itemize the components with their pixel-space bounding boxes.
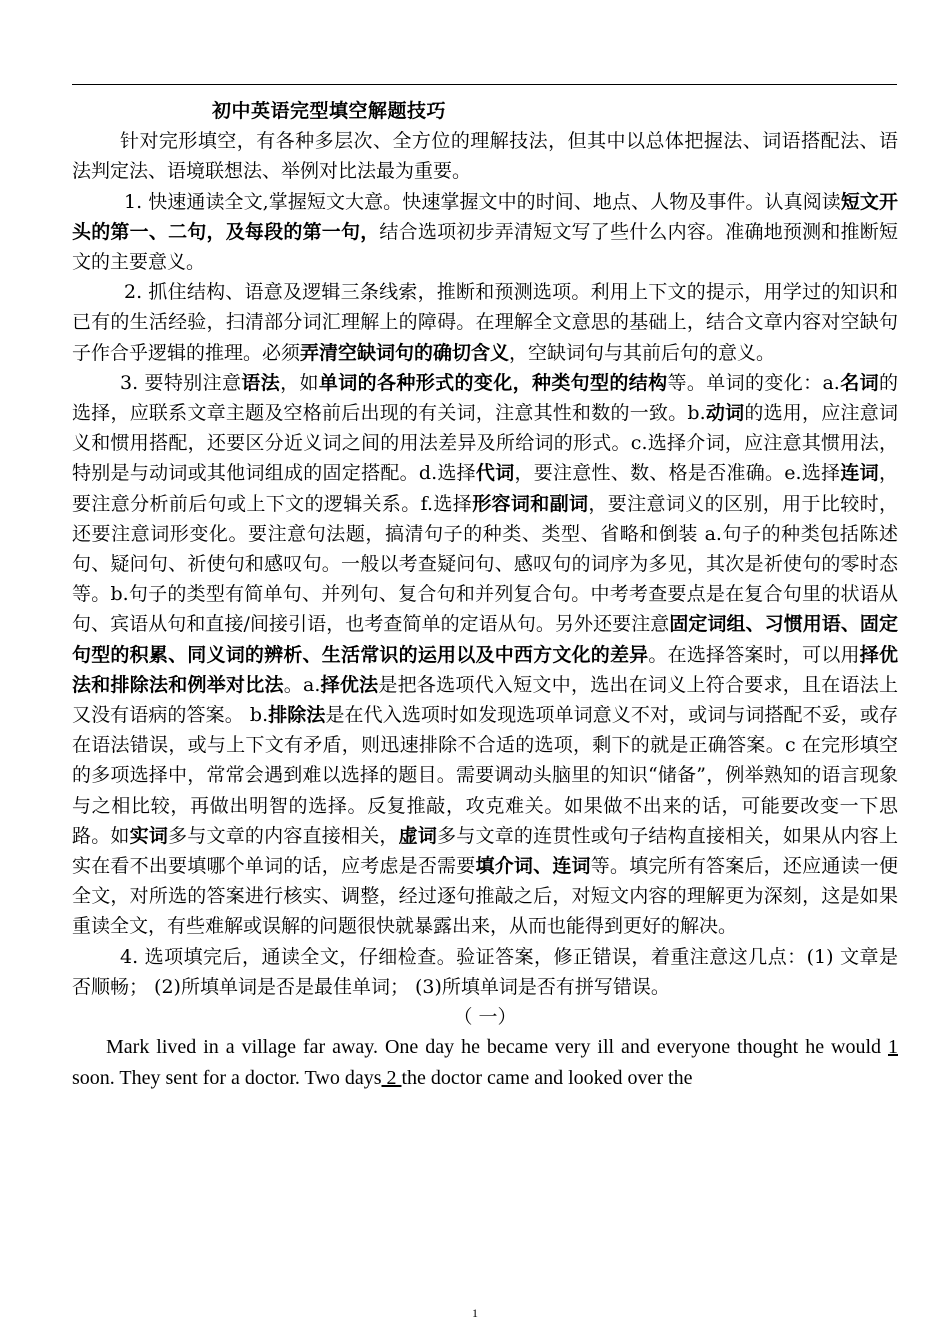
tip-3-text: ，要注意性、数、格是否准确。e.选择 <box>514 462 841 485</box>
tip-1-text-a: 1. 快速通读全文,掌握短文大意。快速掌握文中的时间、地点、人物及事件。认真阅读 <box>124 190 841 213</box>
passage-text: Mark lived in a village far away. One day he became very ill and everyone thought he would <box>106 1036 888 1059</box>
tip-4-paragraph: 4. 选项填完后，通读全文，仔细检查。验证答案，修正错误，着重注意这几点：(1) 文章是否顺畅； (2)所填单词是否是最佳单词； (3)所填单词是否有拼写错误。 <box>72 945 898 998</box>
section-label: （ 一） <box>453 1006 517 1029</box>
tip-2-emphasis: 弄清空缺词句的确切含义 <box>300 341 510 364</box>
tip-3-emphasis: 语法 <box>241 371 281 394</box>
document-title: 初中英语完型填空解题技巧 <box>212 100 447 122</box>
tip-3-emphasis: 固定词组、习惯用语、固定句型的积累、同义词的辨析、生活常识的运用以及中西方文化的差异 <box>72 613 898 666</box>
passage-text: the doctor came and looked over the <box>401 1066 693 1089</box>
tip-3-text: 的选用，应注意词义和惯用搭配，还要区分近义词之间的用法差异及所给词的形式。c.选择介词，应注意其惯用法，特别是与动词或其他词组成的固定搭配。d.选择 <box>72 402 898 485</box>
tip-3-emphasis: 择优法 <box>320 673 379 696</box>
tip-3-text: 3. 要特别注意 <box>120 371 242 394</box>
tip-3-text: 是把各选项代入短文中，选出在词义上符合要求，且在语法上又没有语病的答案。 b. <box>72 673 898 727</box>
tip-3-text: ，要注意词义的区别，用于比较时，还要注意词形变化。要注意句法题，搞清句子的种类、类型、省略和倒装 a.句子的种类包括陈述句、疑问句、祈使句和感叹句。一般以考查疑问句、感叹句的词序为多见，其次是祈使句的零时态等。b.句子的类型有简单句、并列句、复合句和并列复合句。中考考查要点是在复合句里的状语从句、宾语从句和直接/间接引语，也考查简单的定语从句。另外还要注意 <box>72 492 898 636</box>
tip-3-emphasis: 填介词、连词 <box>475 855 591 878</box>
blank-2: 2 <box>381 1066 402 1089</box>
tip-3-emphasis: 连词 <box>840 462 879 485</box>
tip-3-text: 是在代入选项时如发现选项单词意义不对，或词与词搭配不妥，或存在语法错误，或与上下文有矛盾，则迅速排除不合适的选项，剩下的就是正确答案。c 在完形填空的多项选择中，常常会遇到难以选择的题目。需要调动头脑里的知识“储备”，例举熟知的语言现象与之相比较，再做出明智的选择。反复推敲，攻克难关。如果做不出来的话，可能要改变一下思路。如 <box>72 704 898 847</box>
document-body <box>72 96 898 1093</box>
tip-3-emphasis: 单词的各种形式的变化，种类句型的结构 <box>318 371 668 394</box>
tip-3-paragraph <box>72 368 898 942</box>
tip-3-emphasis: 代词 <box>475 462 515 485</box>
tip-3-text: ，要注意分析前后句或上下文的逻辑关系。f.选择 <box>72 462 898 515</box>
tip-2-text-a: 2. 抓住结构、语意及逻辑三条线索，推断和预测选项。利用上下文的提示，用学过的知识和已有的生活经验，扫清部分词汇理解上的障碍。在理解全文意思的基础上，结合文章内容对空缺句子作合乎逻辑的推理。必须 <box>72 281 898 364</box>
tip-2-paragraph <box>72 277 898 368</box>
tip-3-text: 。在选择答案时，可以用 <box>648 643 860 666</box>
tip-3-emphasis: 动词 <box>705 402 745 425</box>
tip-3-text: 等。填完所有答案后，还应通读一便全文，对所选的答案进行核实、调整，经过逐句推敲之后，对短文内容的理解更为深刻，这是如果重读全文，有些难解或误解的问题很快就暴露出来，从而也能得到更好的解决。 <box>72 855 898 938</box>
passage-text: soon. They sent for a doctor. Two days <box>72 1066 382 1089</box>
tip-3-text: 。a. <box>283 673 321 696</box>
blank-1: 1 <box>888 1036 898 1059</box>
tip-3-emphasis: 形容词和副词 <box>472 492 589 515</box>
header-rule <box>72 84 897 85</box>
tip-3-text: 多与文章的连贯性或句子结构直接相关，如果从内容上实在看不出要填哪个单词的话，应考虑是否需要 <box>72 824 898 878</box>
tip-1-paragraph <box>72 187 898 278</box>
passage-paragraph <box>72 1032 898 1092</box>
tip-1-emphasis: 短文开头的第一、二句，及每段的第一句， <box>72 190 898 243</box>
tip-3-emphasis: 虚词 <box>398 824 438 847</box>
tip-2-text-c: ，空缺词句与其前后句的意义。 <box>509 341 776 364</box>
tip-3-text: ，如 <box>280 371 319 394</box>
tip-3-text: 等。单词的变化：a. <box>667 371 840 394</box>
tip-3-emphasis: 排除法 <box>268 704 326 727</box>
intro-paragraph: 针对完形填空，有各种多层次、全方位的理解技法，但其中以总体把握法、词语搭配法、语法判定法、语境联想法、举例对比法最为重要。 <box>72 130 898 183</box>
tip-3-emphasis: 择优法和排除法和例举对比法 <box>72 643 898 696</box>
tip-1-text-c: 结合选项初步弄清短文写了些什么内容。准确地预测和推断短文的主要意义。 <box>72 220 898 274</box>
page-number: 1 <box>472 1306 478 1320</box>
tip-3-text: 多与文章的内容直接相关， <box>168 824 399 847</box>
tip-3-emphasis: 实词 <box>129 824 169 847</box>
tip-3-emphasis: 名词 <box>839 371 879 394</box>
tip-3-text: 的选择，应联系文章主题及空格前后出现的有关词，注意其性和数的一致。b. <box>72 371 898 425</box>
